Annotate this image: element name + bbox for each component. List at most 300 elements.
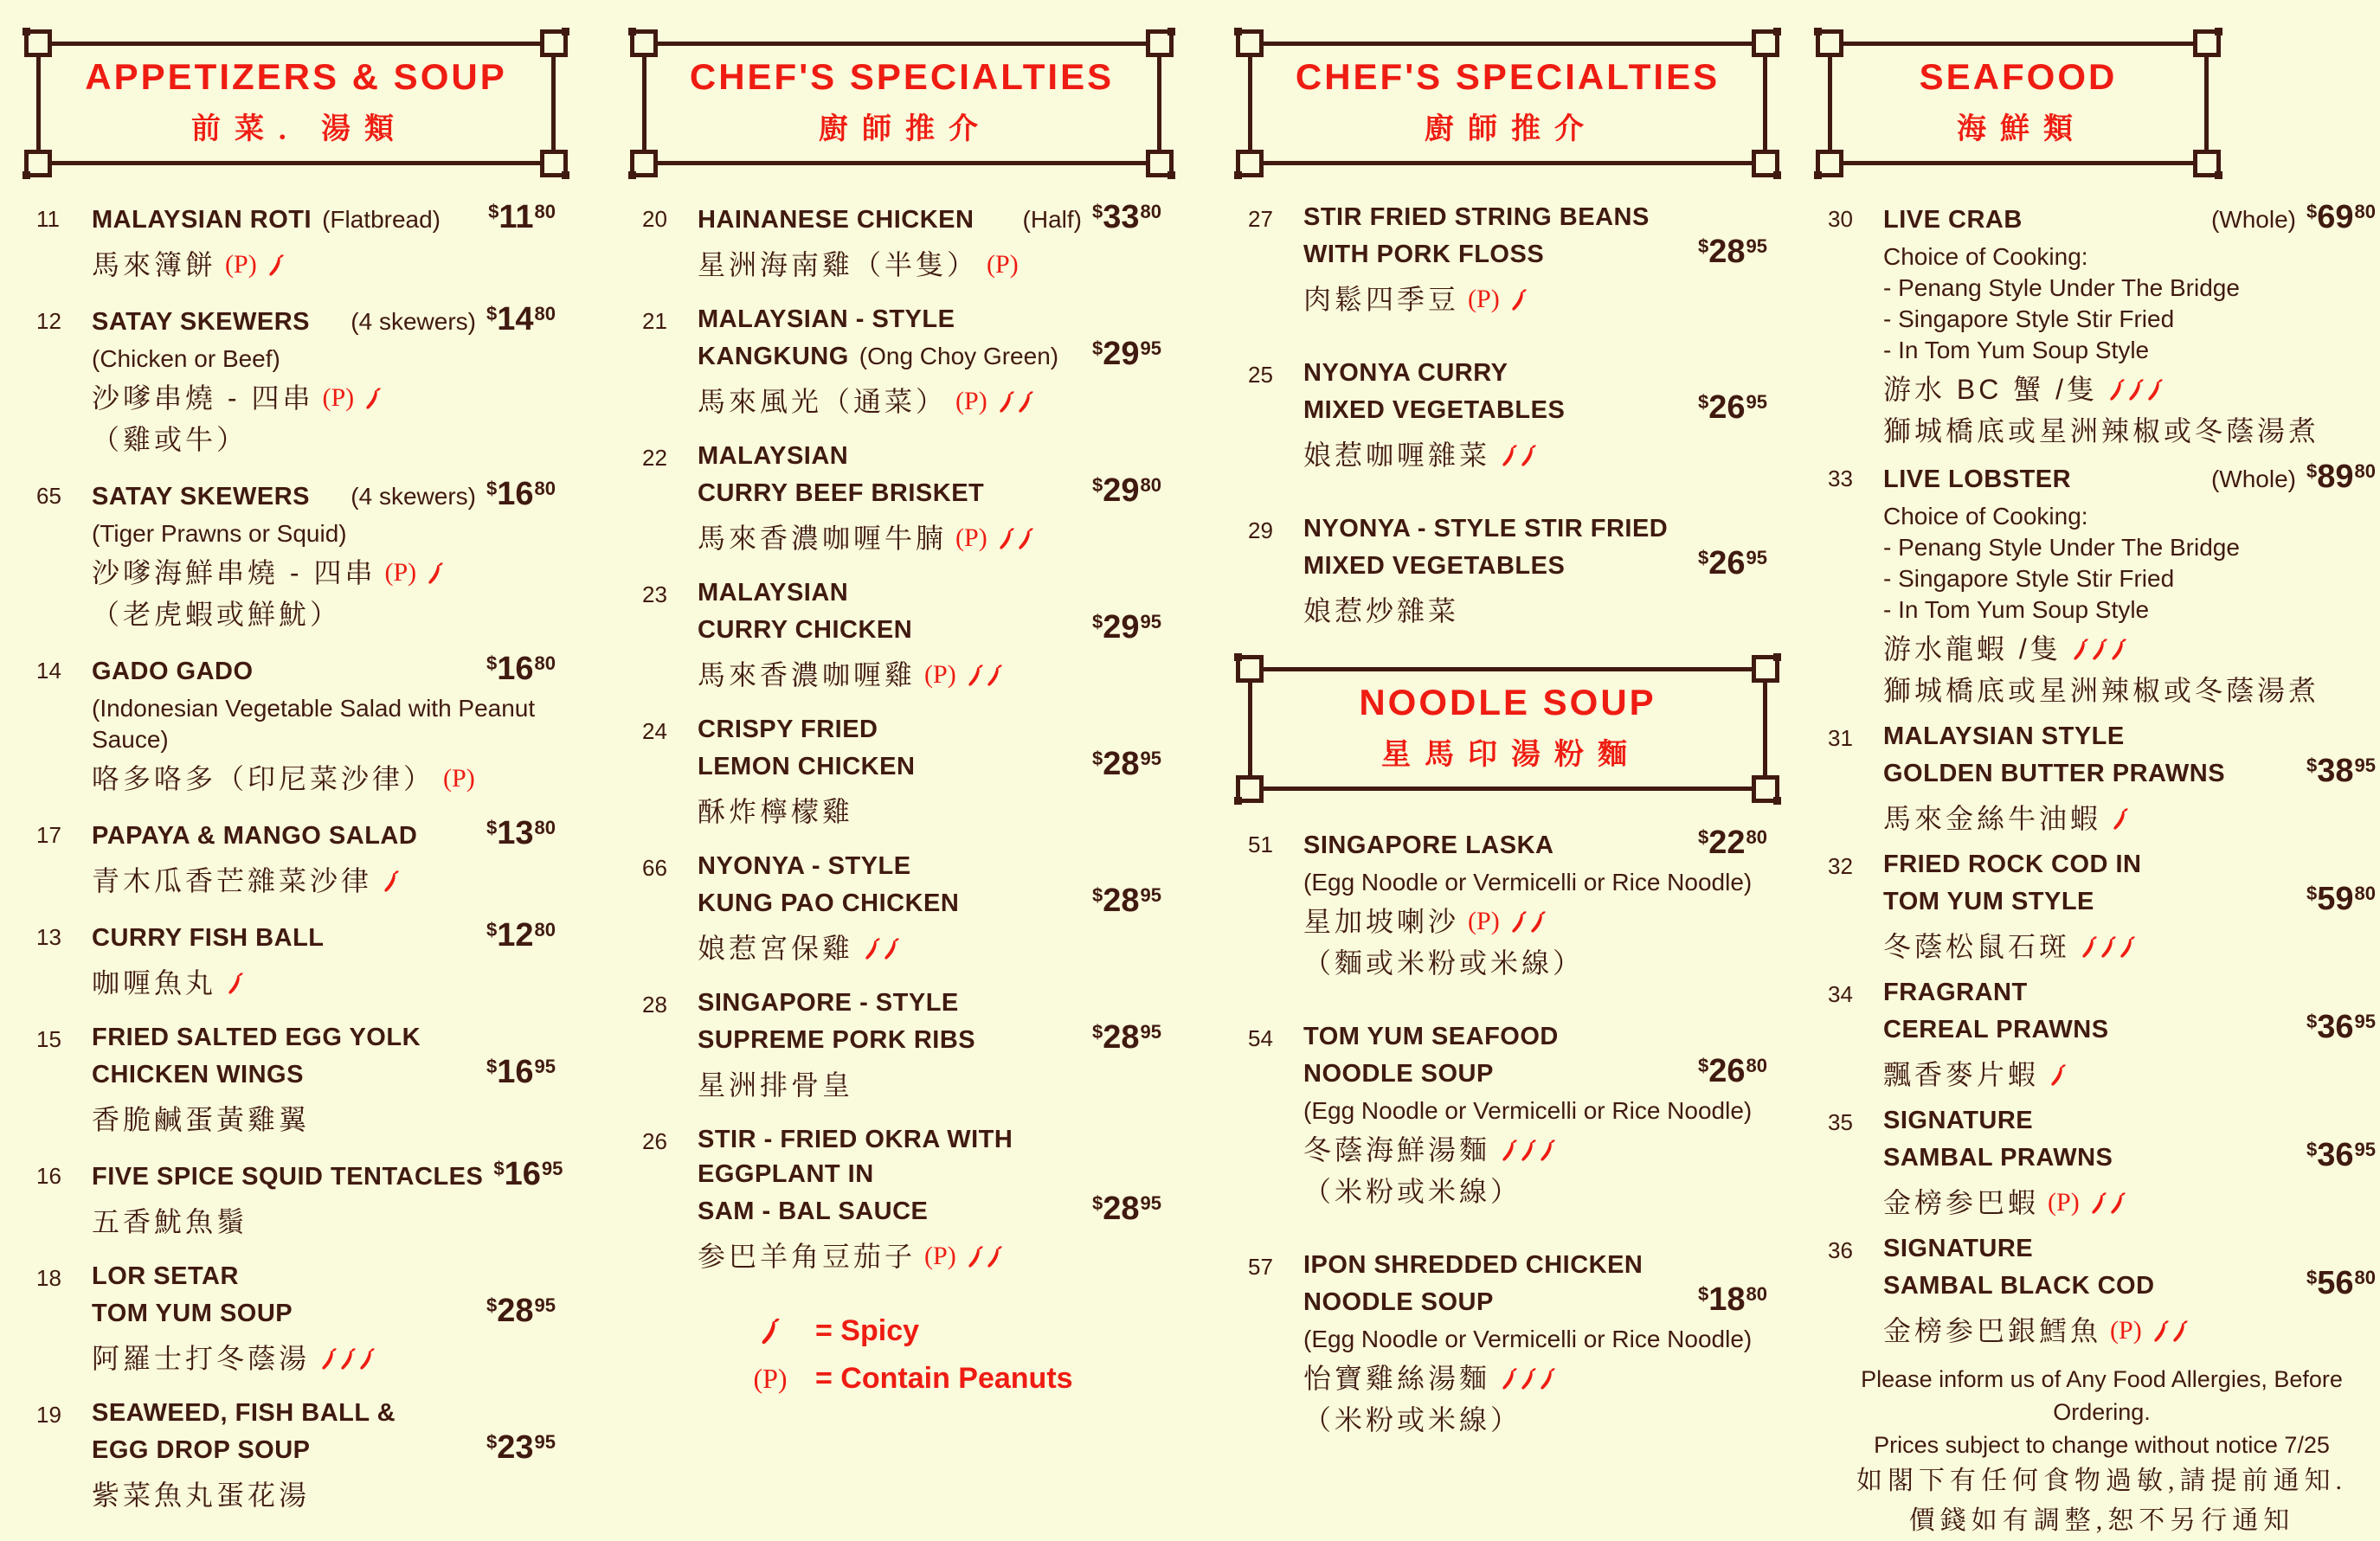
- chili-icon: [2100, 934, 2118, 960]
- price-dollars: 28: [1103, 883, 1140, 919]
- item-body: [698, 575, 1161, 693]
- currency-sign: $: [486, 478, 498, 499]
- menu-item: [1828, 1231, 2376, 1349]
- item-name-chinese: 金榜参巴銀鱈魚: [1883, 1315, 2102, 1346]
- item-name-line: [92, 1020, 556, 1055]
- item-body: [1883, 459, 2376, 709]
- item-body: [1303, 1248, 1767, 1438]
- key-fret-corner-ornament: [1752, 150, 1779, 177]
- item-price: [486, 816, 556, 857]
- item-name: SAMBAL PRAWNS: [1883, 1144, 2113, 1172]
- item-name: FRAGRANT: [1883, 979, 2028, 1006]
- menu-item: [642, 712, 1161, 830]
- key-fret-corner-ornament: [24, 150, 52, 177]
- item-body: [92, 200, 556, 283]
- menu-item: [36, 918, 556, 1001]
- price-dollars: 16: [504, 1156, 541, 1192]
- chili-icon: [228, 970, 245, 997]
- item-name-line: [92, 918, 556, 960]
- legend: [737, 1314, 1161, 1396]
- item-price: [486, 1055, 556, 1096]
- item-name-chinese: 馬來簿餅: [92, 249, 217, 280]
- item-name-chinese: （米粉或米線）: [1303, 1176, 1522, 1207]
- price-cents: 80: [534, 919, 556, 941]
- currency-sign: $: [1091, 201, 1103, 222]
- item-price: [1092, 883, 1161, 925]
- item-body: [1303, 825, 1767, 981]
- key-fret-corner-ornament: [540, 29, 568, 57]
- item-name-line: [1883, 719, 2376, 754]
- legend-spicy-label: = Spicy: [815, 1314, 920, 1347]
- section-title-chinese: 前菜．湯類: [191, 112, 408, 145]
- item-body: [1883, 719, 2376, 837]
- item-number: 34: [1828, 981, 1853, 1007]
- legend-spicy-symbol: [737, 1316, 803, 1346]
- item-name: FRIED SALTED EGG YOLK: [92, 1024, 421, 1051]
- item-number: 13: [36, 924, 61, 950]
- price-cents: 95: [1140, 1192, 1161, 1214]
- item-price: [486, 652, 556, 693]
- item-name-chinese: 飄香麥片蝦: [1883, 1059, 2040, 1090]
- currency-sign: $: [1091, 1021, 1103, 1043]
- menu-item: [1828, 1103, 2376, 1221]
- chili-icon: [967, 1243, 984, 1270]
- price-cents: 80: [1140, 201, 1161, 222]
- item-description-line: - In Tom Yum Soup Style: [1883, 596, 2150, 623]
- item-name-chinese: 怡寶雞絲湯麵: [1303, 1363, 1491, 1394]
- price-cents: 95: [1746, 235, 1767, 257]
- item-name-chinese-line: [1883, 631, 2376, 667]
- item-name: STIR FRIED STRING BEANS: [1303, 203, 1650, 231]
- section-title-english: CHEF'S SPECIALTIES: [689, 56, 1115, 97]
- price-dollars: 28: [1103, 1191, 1140, 1227]
- item-name: SAM - BAL SAUCE: [698, 1197, 929, 1225]
- price-dollars: 16: [497, 476, 534, 512]
- currency-sign: $: [486, 1056, 498, 1077]
- item-name: SIGNATURE: [1883, 1235, 2034, 1262]
- item-number: 35: [1828, 1109, 1853, 1135]
- item-number: 11: [36, 206, 60, 232]
- chili-icon: [2109, 1190, 2126, 1217]
- item-note: (4 skewers): [351, 308, 476, 335]
- item-name-line: [698, 610, 1161, 652]
- item-name-chinese: 咖喱魚丸: [92, 967, 217, 998]
- currency-sign: $: [1091, 474, 1103, 496]
- item-name: CURRY BEEF BRISKET: [698, 479, 985, 507]
- currency-sign: $: [486, 919, 498, 941]
- price-dollars: 26: [1708, 1053, 1746, 1089]
- item-name-chinese-line: [92, 1101, 556, 1138]
- item-body: [698, 200, 1161, 283]
- price-cents: 80: [534, 478, 556, 499]
- price-cents: 80: [534, 201, 556, 222]
- item-description-line: (Egg Noodle or Vermicelli or Rice Noodle): [1303, 869, 1753, 896]
- item-name-line: [1883, 754, 2376, 795]
- menu-item: [1248, 1248, 1767, 1438]
- item-note: (Ong Choy Green): [859, 343, 1059, 369]
- item-name-line: [92, 302, 556, 344]
- currency-sign: $: [2306, 1267, 2318, 1288]
- item-number: 65: [36, 483, 61, 509]
- item-name-chinese-line: [698, 930, 1161, 966]
- item-name-line: [1883, 975, 2376, 1010]
- item-name-line: [92, 1259, 556, 1294]
- item-number: 21: [642, 308, 667, 334]
- contains-peanuts-mark: (P): [384, 558, 417, 587]
- item-name-chinese-line: [1883, 1313, 2376, 1349]
- item-name-chinese-line: [698, 520, 1161, 556]
- item-price: [2306, 1138, 2376, 1179]
- item-name-line: [698, 747, 1161, 788]
- item-name-chinese: （雞或牛）: [92, 424, 248, 455]
- item-name-chinese-line: [1303, 1360, 1767, 1397]
- chili-icon: [760, 1315, 782, 1347]
- legend-peanut-label: = Contain Peanuts: [815, 1362, 1073, 1395]
- currency-sign: $: [1091, 1192, 1103, 1214]
- item-note: (Flatbread): [322, 206, 441, 233]
- item-name-line: [698, 1157, 1161, 1191]
- chili-icon: [1017, 388, 1034, 415]
- item-name-chinese-line: [92, 761, 556, 797]
- item-price: [2306, 1266, 2376, 1307]
- chili-icon: [1521, 1365, 1538, 1392]
- item-name-chinese: 星洲排骨皇: [698, 1069, 854, 1101]
- price-dollars: 59: [2317, 881, 2354, 917]
- item-name-line: [1303, 1282, 1767, 1324]
- item-description-line: (Egg Noodle or Vermicelli or Rice Noodle): [1303, 1326, 1753, 1352]
- item-price: [1698, 825, 1767, 867]
- item-body: [1883, 1103, 2376, 1221]
- item-name: LEMON CHICKEN: [698, 753, 916, 780]
- currency-sign: $: [493, 1158, 505, 1179]
- menu-item: [1828, 459, 2376, 709]
- chili-icon: [2081, 934, 2099, 960]
- chili-icon: [1521, 442, 1538, 469]
- chili-icon: [1017, 525, 1034, 552]
- item-number: 57: [1248, 1254, 1273, 1280]
- item-name: MIXED VEGETABLES: [1303, 552, 1566, 580]
- menu-item: [1248, 200, 1767, 318]
- item-description-line: (Indonesian Vegetable Salad with Peanut Sauce): [92, 695, 536, 753]
- item-price: [2306, 1010, 2376, 1051]
- item-number: 32: [1828, 853, 1853, 879]
- item-description-line: - Penang Style Under The Bridge: [1883, 534, 2240, 561]
- item-name-line: [1303, 390, 1767, 432]
- price-dollars: 18: [1708, 1281, 1746, 1318]
- item-description-line: - In Tom Yum Soup Style: [1883, 337, 2150, 363]
- item-name-line: [92, 1294, 556, 1335]
- price-dollars: 11: [499, 199, 534, 235]
- item-number: 20: [642, 206, 667, 232]
- item-name-line: [698, 575, 1161, 610]
- currency-sign: $: [1091, 884, 1103, 906]
- price-dollars: 33: [1103, 199, 1140, 235]
- item-number: 15: [36, 1026, 61, 1052]
- item-name-chinese: 咯多咯多（印尼菜沙律）: [92, 763, 435, 794]
- item-name-line: [92, 200, 556, 241]
- item-price: [1698, 390, 1767, 432]
- item-name-chinese-line: [1303, 1132, 1767, 1168]
- item-name-chinese: 娘惹咖喱雜菜: [1303, 440, 1491, 471]
- menu-column-appetizers: [36, 42, 563, 1532]
- chili-icon: [2171, 1318, 2189, 1345]
- section-header-box: [36, 42, 556, 165]
- price-cents: 80: [2354, 460, 2376, 482]
- key-fret-corner-ornament: [630, 29, 658, 57]
- item-name-chinese: 紫菜魚丸蛋花湯: [92, 1480, 311, 1511]
- item-name-line: [698, 883, 1161, 925]
- item-name: NYONYA - STYLE: [698, 852, 911, 880]
- key-fret-corner-ornament: [1236, 29, 1264, 57]
- section-title-chinese: 海鮮類: [1957, 112, 2087, 145]
- menu-item: [642, 302, 1161, 420]
- item-number: 17: [36, 822, 61, 848]
- item-body: [698, 712, 1161, 830]
- item-name-chinese-line: [1883, 1056, 2376, 1093]
- item-name-chinese-line: [92, 596, 556, 632]
- item-name-line: [1303, 356, 1767, 390]
- contains-peanuts-mark: (P): [987, 250, 1019, 279]
- item-name-line: [698, 849, 1161, 883]
- chili-icon: [1510, 286, 1528, 313]
- key-fret-corner-ornament: [630, 150, 658, 177]
- item-name-chinese-line: [1303, 437, 1767, 473]
- menu-item: [36, 302, 556, 458]
- price-cents: 95: [534, 1431, 556, 1453]
- key-fret-corner-ornament: [1146, 150, 1174, 177]
- item-name-line: [1303, 825, 1767, 867]
- price-dollars: 36: [2317, 1137, 2354, 1173]
- peanut-mark: (P): [753, 1363, 788, 1394]
- key-fret-corner-ornament: [1752, 655, 1779, 683]
- item-name: TOM YUM SEAFOOD: [1303, 1023, 1559, 1050]
- menu-item: [36, 200, 556, 283]
- item-name-line: [1883, 1231, 2376, 1266]
- price-cents: 80: [534, 817, 556, 838]
- price-dollars: 56: [2317, 1265, 2354, 1301]
- item-name-line: [1303, 546, 1767, 588]
- item-name-line: [1303, 511, 1767, 546]
- price-dollars: 89: [2317, 459, 2354, 495]
- item-body: [698, 1122, 1161, 1275]
- chili-icon: [2152, 1318, 2170, 1345]
- item-name-chinese: 游水 BC 蟹 /隻: [1883, 374, 2099, 405]
- item-name-chinese-line: [1883, 371, 2376, 408]
- item-price: [2306, 459, 2376, 501]
- chili-icon: [2050, 1062, 2068, 1088]
- item-name: MALAYSIAN: [698, 442, 849, 470]
- item-name-line: [92, 1396, 556, 1430]
- contains-peanuts-mark: (P): [924, 660, 956, 689]
- item-name: MALAYSIAN - STYLE: [698, 305, 955, 333]
- item-name-chinese-line: [92, 863, 556, 899]
- item-name: IPON SHREDDED CHICKEN: [1303, 1251, 1643, 1279]
- key-fret-corner-ornament: [2193, 150, 2221, 177]
- item-note: (4 skewers): [351, 483, 476, 510]
- currency-sign: $: [2306, 754, 2318, 776]
- item-name-line: [1883, 882, 2376, 923]
- menu-column-seafood: [1828, 42, 2376, 1541]
- currency-sign: $: [1091, 748, 1103, 769]
- section-title-english: NOODLE SOUP: [1359, 682, 1656, 722]
- menu-item: [1828, 719, 2376, 837]
- item-name-line: [92, 1430, 556, 1472]
- menu-item: [642, 200, 1161, 283]
- item-name-chinese: 馬來香濃咖喱牛腩: [698, 523, 948, 554]
- item-name-line: [92, 652, 556, 693]
- item-body: [1303, 511, 1767, 629]
- chili-icon: [383, 868, 401, 895]
- price-dollars: 12: [497, 917, 534, 953]
- price-dollars: 13: [497, 815, 534, 851]
- item-name: FRIED ROCK COD IN: [1883, 851, 2142, 878]
- item-description-line: - Penang Style Under The Bridge: [1883, 274, 2240, 301]
- price-dollars: 26: [1708, 389, 1746, 426]
- price-dollars: 28: [1103, 746, 1140, 782]
- footer-allergy-notice-chinese: 如閣下有任何食物過敏,請提前通知.: [1856, 1467, 2347, 1495]
- contains-peanuts-mark: (P): [924, 1242, 956, 1270]
- item-name: NOODLE SOUP: [1303, 1288, 1494, 1316]
- item-name-chinese-line: [1303, 903, 1767, 940]
- item-name-line: [698, 200, 1161, 241]
- key-fret-corner-ornament: [2193, 29, 2221, 57]
- item-name-chinese-line: [1303, 1402, 1767, 1438]
- item-note: (Whole): [2210, 206, 2296, 233]
- price-dollars: 23: [497, 1429, 534, 1466]
- price-cents: 95: [541, 1158, 563, 1179]
- menu-item: [1248, 1019, 1767, 1210]
- item-price: [1698, 234, 1767, 276]
- item-body: [92, 816, 556, 899]
- chili-icon: [2090, 1190, 2107, 1217]
- item-name-chinese: （米粉或米線）: [1303, 1404, 1522, 1435]
- item-name: MIXED VEGETABLES: [1303, 396, 1566, 424]
- menu-item: [1828, 975, 2376, 1093]
- price-cents: 80: [1140, 474, 1161, 496]
- item-body: [92, 1259, 556, 1377]
- price-cents: 95: [2354, 754, 2376, 776]
- chili-icon: [340, 1345, 357, 1372]
- key-fret-corner-ornament: [1146, 29, 1174, 57]
- menu-column-chefs-specialties-2-noodle-soup: [1248, 42, 1767, 1476]
- price-cents: 95: [1140, 884, 1161, 906]
- item-name: CURRY FISH BALL: [92, 924, 325, 952]
- menu-item: [36, 1259, 556, 1377]
- key-fret-corner-ornament: [1236, 150, 1264, 177]
- key-fret-corner-ornament: [1816, 29, 1843, 57]
- currency-sign: $: [1697, 826, 1709, 848]
- item-name: SINGAPORE - STYLE: [698, 989, 959, 1017]
- menu-item: [642, 849, 1161, 966]
- contains-peanuts-mark: (P): [1468, 285, 1500, 313]
- price-cents: 80: [534, 652, 556, 674]
- currency-sign: $: [2306, 883, 2318, 904]
- item-price: [1092, 200, 1161, 241]
- price-cents: 95: [1140, 748, 1161, 769]
- item-number: 66: [642, 855, 667, 881]
- chili-icon: [998, 388, 1015, 415]
- key-fret-corner-ornament: [540, 150, 568, 177]
- item-name-chinese-line: [698, 1067, 1161, 1103]
- price-cents: 95: [534, 1056, 556, 1077]
- chili-icon: [986, 662, 1003, 689]
- item-number: 28: [642, 992, 667, 1018]
- currency-sign: $: [2306, 460, 2318, 482]
- item-name-chinese-line: [1303, 945, 1767, 981]
- item-body: [698, 986, 1161, 1103]
- item-number: 12: [36, 308, 61, 334]
- item-name: EGG DROP SOUP: [92, 1436, 311, 1464]
- chili-icon: [1540, 1365, 1557, 1392]
- item-name: CHICKEN WINGS: [92, 1061, 304, 1088]
- item-price: [1698, 1282, 1767, 1324]
- currency-sign: $: [1697, 391, 1709, 413]
- chili-icon: [1502, 1137, 1519, 1164]
- menu-item: [1248, 356, 1767, 473]
- currency-sign: $: [2306, 1139, 2318, 1160]
- item-body: [1883, 975, 2376, 1093]
- item-name-line: [698, 1020, 1161, 1062]
- item-body: [1303, 356, 1767, 473]
- legend-spicy-row: [737, 1314, 1161, 1348]
- item-number: 30: [1828, 206, 1853, 232]
- item-name: MALAYSIAN ROTI: [92, 206, 312, 234]
- item-name-chinese: 阿羅士打冬蔭湯: [92, 1343, 311, 1374]
- currency-sign: $: [1697, 1055, 1709, 1076]
- item-name-chinese-line: [92, 965, 556, 1001]
- item-name-line: [1303, 1019, 1767, 1054]
- item-name: MALAYSIAN: [698, 579, 849, 607]
- item-name: WITH PORK FLOSS: [1303, 241, 1545, 268]
- menu-item: [36, 1020, 556, 1138]
- chili-icon: [1521, 1137, 1538, 1164]
- chili-icon: [865, 935, 882, 962]
- item-name-chinese-line: [698, 247, 1161, 283]
- item-body: [92, 652, 556, 797]
- currency-sign: $: [1697, 547, 1709, 568]
- item-number: 33: [1828, 466, 1853, 491]
- price-dollars: 29: [1103, 472, 1140, 509]
- price-cents: 80: [2354, 1267, 2376, 1288]
- chili-icon: [2128, 376, 2145, 403]
- menu-item: [642, 1122, 1161, 1275]
- item-name: CURRY CHICKEN: [698, 616, 913, 644]
- item-price: [1092, 1191, 1161, 1233]
- item-name: NYONYA CURRY: [1303, 359, 1508, 387]
- price-dollars: 38: [2317, 753, 2354, 789]
- item-description-line: Choice of Cooking:: [1883, 503, 2088, 530]
- item-price: [1092, 337, 1161, 378]
- item-body: [1883, 1231, 2376, 1349]
- item-body: [92, 1396, 556, 1513]
- item-name-chinese: 馬來金絲牛油蝦: [1883, 803, 2102, 834]
- item-name-line: [1883, 847, 2376, 882]
- item-name-chinese: （老虎蝦或鮮魷）: [92, 599, 342, 630]
- chili-icon: [428, 560, 445, 587]
- item-description-line: (Chicken or Beef): [92, 345, 280, 372]
- price-dollars: 36: [2317, 1009, 2354, 1045]
- section-title-chinese: 廚師推介: [1425, 112, 1598, 145]
- price-cents: 80: [534, 303, 556, 324]
- item-number: 36: [1828, 1237, 1853, 1263]
- currency-sign: $: [1697, 235, 1709, 257]
- item-name-chinese: 肉鬆四季豆: [1303, 284, 1460, 315]
- item-name-chinese-line: [1883, 928, 2376, 965]
- item-price: [1698, 546, 1767, 588]
- item-name-chinese: 冬蔭松鼠石斑: [1883, 931, 2071, 962]
- price-dollars: 16: [497, 1054, 534, 1090]
- contains-peanuts-mark: (P): [225, 250, 257, 279]
